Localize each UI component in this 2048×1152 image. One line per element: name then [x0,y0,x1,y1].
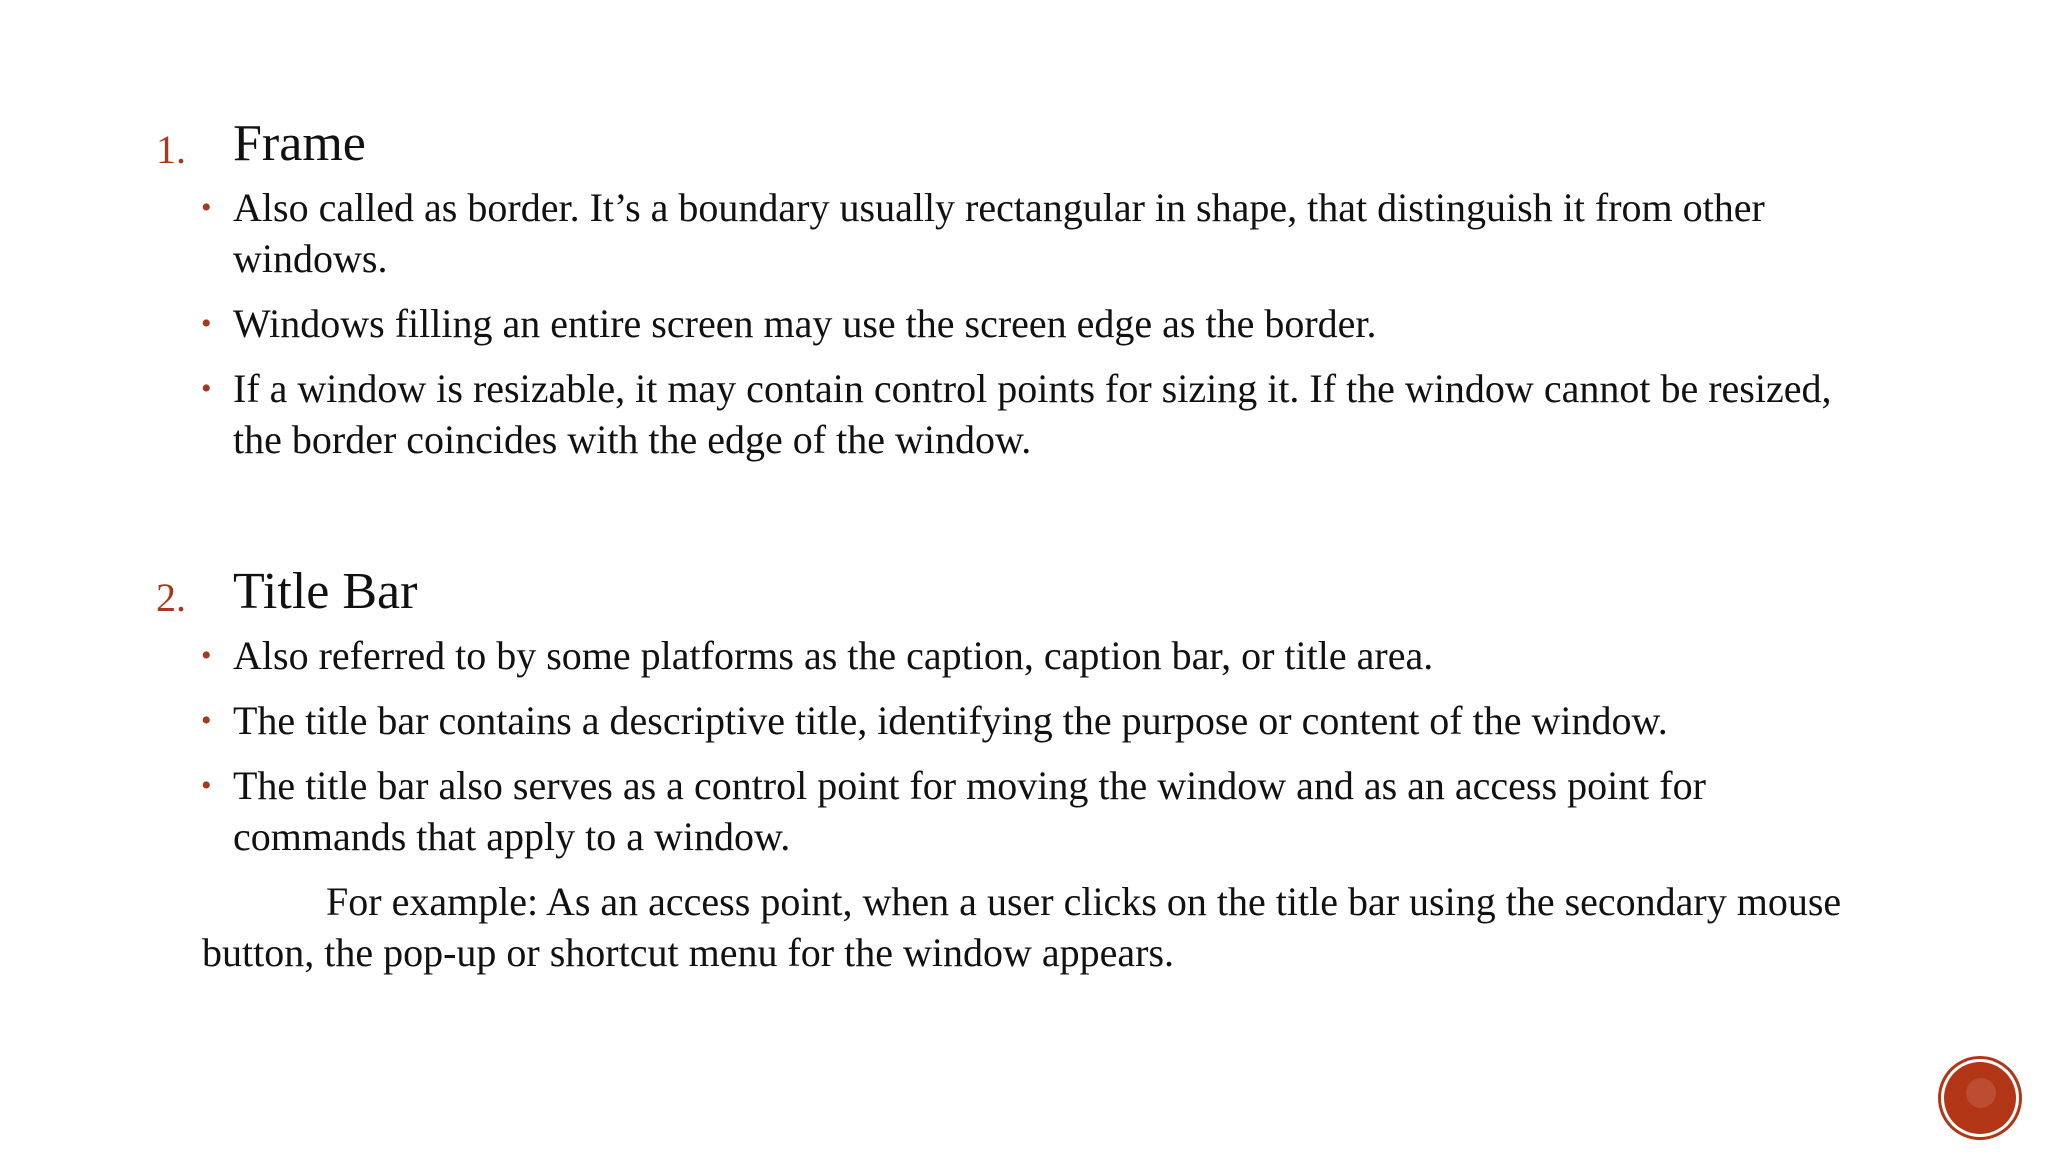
section-title-bar [0,560,2048,1018]
bullet-text: Also referred to by some platforms as the caption, caption bar, or title area. [233,633,1434,678]
section-number: 1. [156,127,186,172]
bullet-dot-icon: • [201,704,212,737]
slide-badge-icon [1944,1062,2016,1134]
bullet-text: The title bar also serves as a control point for moving the window and as an access point for commands that apply to a window. [233,763,1706,859]
bullet-text: The title bar contains a descriptive title, identifying the purpose or content of the window. [233,698,1668,743]
bullet-item [0,695,1853,746]
bullet-text: Also called as border. It’s a boundary usually rectangular in shape, that distinguish it from other windows. [233,185,1765,281]
bullet-item [0,760,1853,862]
section-number: 2. [156,575,186,620]
section-frame [0,112,2048,479]
example-paragraph: For example: As an access point, when a user clicks on the title bar using the secondary mouse button, the pop-up or shortcut menu for the window appears. [202,879,1842,975]
section-heading [0,560,2048,630]
bullet-list [0,630,2048,862]
section-heading [0,112,2048,182]
bullet-dot-icon: • [201,372,212,405]
section-title: Frame [233,115,366,172]
bullet-item [0,630,1853,681]
bullet-dot-icon: • [201,639,212,672]
bullet-text: Windows filling an entire screen may use the screen edge as the border. [233,301,1377,346]
bullet-item [0,363,1853,465]
bullet-text: If a window is resizable, it may contain control points for sizing it. If the window cannot be resized, the border coincides with the edge of the window. [233,366,1832,462]
bullet-list [0,182,2048,465]
bullet-item [0,298,1853,349]
bullet-item [0,182,1853,284]
bullet-dot-icon: • [201,769,212,802]
bullet-dot-icon: • [201,191,212,224]
bullet-dot-icon: • [201,307,212,340]
section-title: Title Bar [233,563,418,620]
